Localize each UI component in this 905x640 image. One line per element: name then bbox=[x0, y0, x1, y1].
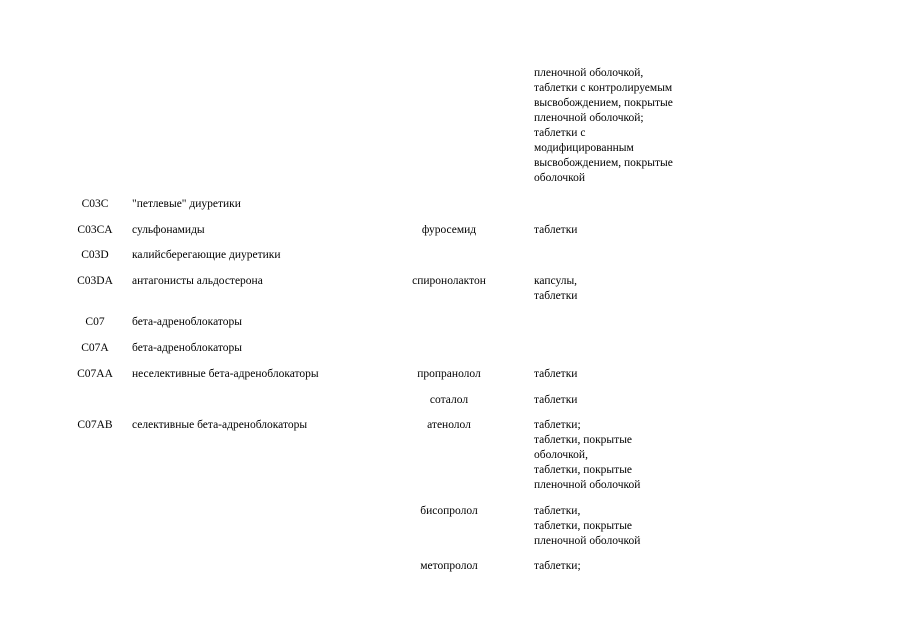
drug-name: атенолол bbox=[427, 419, 471, 431]
drug-name: бисопролол bbox=[420, 505, 478, 517]
form-line: таблетки bbox=[534, 224, 578, 236]
dosage-forms bbox=[534, 559, 581, 574]
atc-code: C07A bbox=[81, 342, 109, 354]
dosage-forms bbox=[534, 274, 577, 304]
group-name: "петлевые" диуретики bbox=[132, 198, 241, 210]
form-line: капсулы, bbox=[534, 275, 578, 287]
dosage-forms bbox=[534, 504, 640, 549]
dosage-forms bbox=[534, 393, 577, 408]
drug-name: спиронолактон bbox=[412, 275, 486, 287]
form-line: высвобождением, покрытые bbox=[534, 157, 673, 169]
form-line: оболочкой, bbox=[534, 449, 588, 461]
atc-code: C03DA bbox=[77, 275, 113, 287]
atc-code: C03C bbox=[81, 198, 109, 210]
form-line: таблетки bbox=[534, 290, 578, 302]
form-line: таблетки bbox=[534, 368, 578, 380]
atc-code: C07AB bbox=[77, 419, 113, 431]
form-line: таблетки, bbox=[534, 505, 581, 517]
dosage-forms bbox=[534, 418, 640, 493]
form-line: таблетки, покрытые bbox=[534, 434, 633, 446]
atc-code: C07 bbox=[85, 316, 105, 328]
form-line: высвобождением, покрытые bbox=[534, 97, 673, 109]
form-line: таблетки с контролируемым bbox=[534, 82, 673, 94]
dosage-forms bbox=[534, 223, 577, 238]
form-line: таблетки, покрытые bbox=[534, 520, 633, 532]
group-name: калийсберегающие диуретики bbox=[132, 249, 281, 261]
form-line: пленочной оболочкой, bbox=[534, 67, 644, 79]
atc-code: C07AA bbox=[77, 368, 113, 380]
drug-name: соталол bbox=[429, 394, 469, 406]
drug-name: метопролол bbox=[420, 560, 478, 572]
form-line: пленочной оболочкой bbox=[534, 535, 641, 547]
form-line: пленочной оболочкой bbox=[534, 479, 641, 491]
form-line: оболочкой bbox=[534, 172, 586, 184]
form-line: модифицированным bbox=[534, 142, 634, 154]
form-line: таблетки; bbox=[534, 560, 581, 572]
group-name: неселективные бета-адреноблокаторы bbox=[132, 368, 319, 380]
form-line: таблетки, покрытые bbox=[534, 464, 633, 476]
group-name: сульфонамиды bbox=[132, 224, 205, 236]
form-line: таблетки; bbox=[534, 419, 581, 431]
drug-name: фуросемид bbox=[421, 224, 477, 236]
form-line: таблетки bbox=[534, 394, 578, 406]
group-name: антагонисты альдостерона bbox=[132, 275, 263, 287]
form-line: пленочной оболочкой; bbox=[534, 112, 644, 124]
dosage-forms bbox=[534, 367, 577, 382]
group-name: бета-адреноблокаторы bbox=[132, 342, 242, 354]
form-line: таблетки с bbox=[534, 127, 586, 139]
group-name: селективные бета-адреноблокаторы bbox=[132, 419, 308, 431]
atc-code: C03CA bbox=[77, 224, 113, 236]
drug-name: пропранолол bbox=[417, 368, 481, 380]
continuation-forms bbox=[534, 66, 673, 186]
atc-code: C03D bbox=[81, 249, 109, 261]
group-name: бета-адреноблокаторы bbox=[132, 316, 242, 328]
